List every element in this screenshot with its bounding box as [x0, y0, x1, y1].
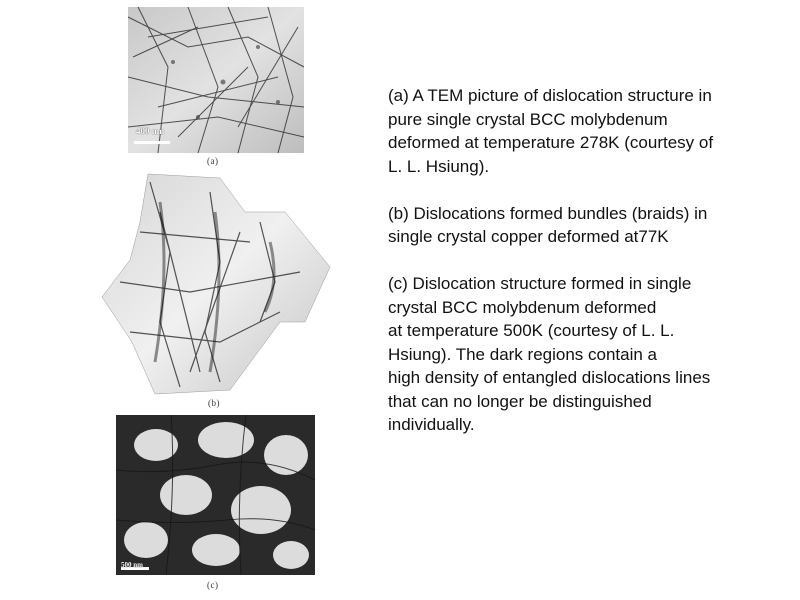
caption-a: (a) — [207, 156, 219, 166]
figure-description — [388, 84, 783, 437]
caption-b: (b) — [208, 398, 220, 408]
description-b: (b) Dislocations formed bundles (braids) in single crystal copper deformed at77K — [388, 203, 708, 246]
micrograph-c — [116, 415, 315, 575]
scale-label-a: 400 nm — [136, 126, 165, 136]
scale-label-c: 500 nm — [121, 561, 143, 569]
caption-c: (c) — [207, 580, 219, 590]
description-a: (a) A TEM picture of dislocation structure in pure single crystal BCC molybdenum deformed at temperature 278K (courtesy of L. L. Hsiung). — [388, 86, 714, 176]
micrograph-b — [100, 172, 332, 397]
scale-bar-a — [134, 141, 170, 144]
description-c: (c) Dislocation structure formed in single crystal BCC molybdenum deformed at temperature 500K (courtesy of L. L. Hsiung). The dark regions contain a high density of entangled dislocations lines that can no longer be distinguished individually. — [388, 274, 711, 434]
